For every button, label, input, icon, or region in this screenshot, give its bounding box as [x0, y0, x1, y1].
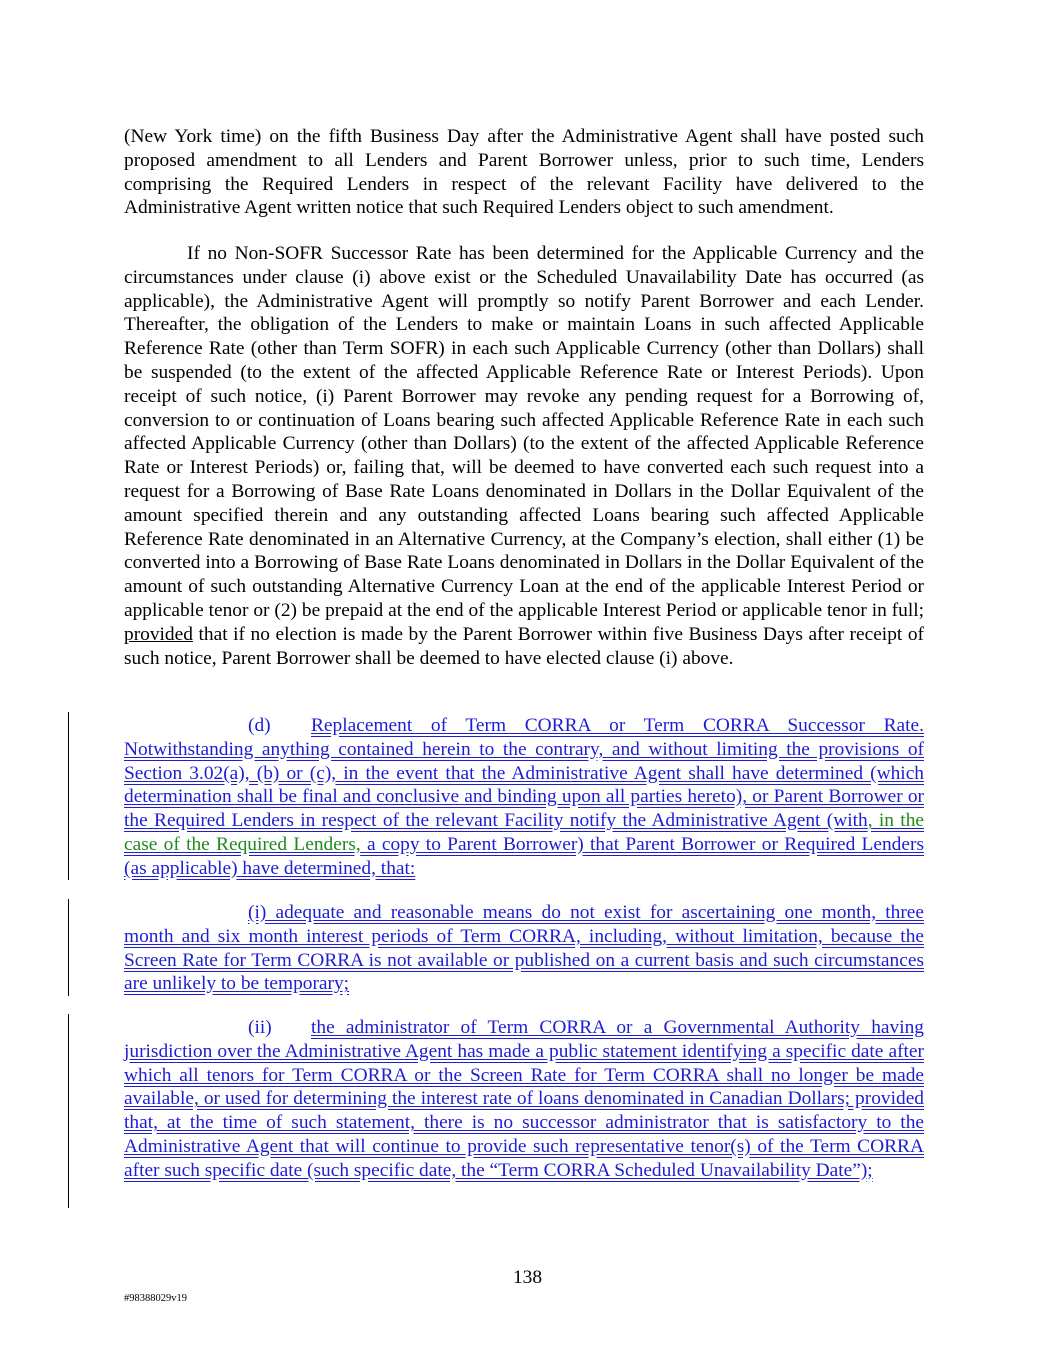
section-d-moved-text: , in the case of the Required Lenders,: [124, 810, 924, 855]
paragraph-non-sofr-tail: that if no election is made by the Parent Borrower within five Business Days after receipt of such notice, Parent Borrower shall be deemed to have elected clause (i) above.: [124, 623, 924, 669]
clause-ii-label: (ii): [248, 1017, 272, 1038]
paragraph-non-sofr: [124, 242, 924, 670]
clause-ii-paragraph: [124, 1016, 924, 1183]
page-number: 138: [512, 1267, 543, 1288]
change-bar-ii: [68, 1014, 69, 1208]
section-d-text-end: a copy to Parent Borrower) that Parent Borrower or Required Lenders (as applicable) have determined, that:: [124, 833, 924, 879]
section-d-label: (d): [248, 715, 271, 736]
change-bar-i: [68, 899, 69, 996]
clause-i-paragraph: [124, 901, 924, 996]
paragraph-continuation: (New York time) on the fifth Business Day after the Administrative Agent shall have posted such proposed amendment to all Lenders and Parent Borrower unless, prior to such time, Lenders comprising the Required Lenders in respect of the relevant Facility have delivered to the Administrative Agent written notice that such Required Lenders object to such amendment.: [124, 126, 924, 219]
change-bar-d: [68, 712, 69, 880]
clause-ii-text: the administrator of Term CORRA or a Governmental Authority having jurisdiction over the Administrative Agent has made a public statement identifying a specific date after which all tenors for Term CORRA or the Screen Rate for Term CORRA shall no longer be made available, or used for determining the interest rate of loans denominated in Canadian Dollars; provided that, at the time of such statement, there is no successor administrator that is satisfactory to the Administrative Agent that will continue to provide such representative tenor(s) of the Term CORRA after such specific date (such specific date, the “Term CORRA Scheduled Unavailability Date”);: [124, 1017, 924, 1181]
document-id: #98388029v19: [124, 1293, 187, 1304]
provided-term: provided: [124, 623, 193, 645]
section-d-paragraph: [124, 714, 924, 881]
section-d-text: Replacement of Term CORRA or Term CORRA Successor Rate. Notwithstanding anything contained herein to the contrary, and without limiting the provisions of Section 3.02(a), (b) or (c), in the event that the Administrative Agent shall have determined (which determination shall be final and conclusive and binding upon all parties hereto), or Parent Borrower or the Required Lenders in respect of the relevant Facility notify the Administrative Agent (with: [124, 715, 924, 832]
paragraph-non-sofr-text: If no Non-SOFR Successor Rate has been determined for the Applicable Currency and the circumstances under clause (i) above exist or the Scheduled Unavailability Date has occurred (as applicable), the Administrative Agent will promptly so notify Parent Borrower and each Lender. Thereafter, the obligation of the Lenders to make or maintain Loans in such affected Applicable Reference Rate (other than Term SOFR) in each such Applicable Currency (other than Dollars) shall be suspended (to the extent of the affected Applicable Reference Rate or Interest Periods). Upon receipt of such notice, (i) Parent Borrower may revoke any pending request for a Borrowing of, conversion to or continuation of Loans bearing such affected Applicable Reference Rate in each such affected Applicable Currency (other than Dollars) (to the extent of the affected Applicable Reference Rate or Interest Periods) or, failing that, will be deemed to have converted each such request into a request for a Borrowing of Base Rate Loans denominated in Dollars in the Dollar Equivalent of the amount specified therein and any outstanding affected Loans bearing such affected Applicable Reference Rate denominated in an Alternative Currency, at the Company’s election, shall either (1) be converted into a Borrowing of Base Rate Loans denominated in Dollars in the Dollar Equivalent of the amount of such outstanding Alternative Currency Loan at the end of the applicable Interest Period or applicable tenor or (2) be prepaid at the end of the applicable Interest Period or applicable tenor in full;: [124, 243, 924, 621]
clause-i-text: (i) adequate and reasonable means do not exist for ascertaining one month, three month and six month interest periods of Term CORRA, including, without limitation, because the Screen Rate for Term CORRA is not available or published on a current basis and such circumstances are unlikely to be temporary;: [124, 902, 924, 995]
